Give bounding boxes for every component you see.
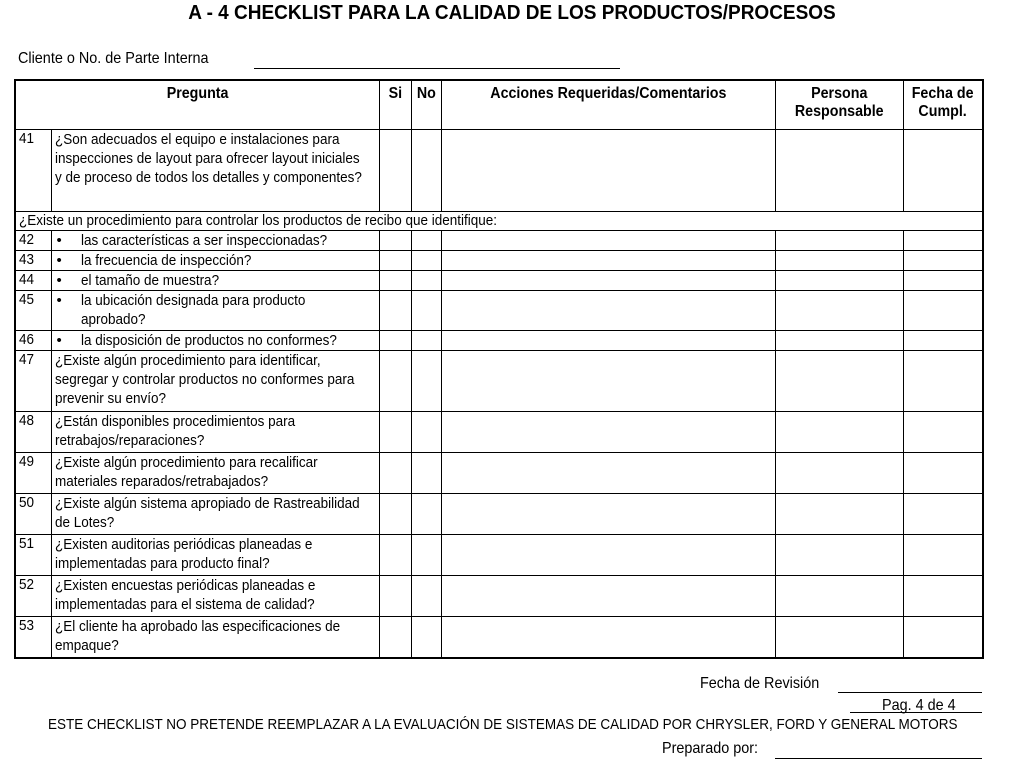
question-group-intro: ¿Existe un procedimiento para controlar los productos de recibo que identifique: <box>15 212 983 231</box>
question-number: 53 <box>15 617 51 658</box>
table-row <box>15 251 983 271</box>
page-number: Pag. 4 de 4 <box>882 697 956 714</box>
comments-cell[interactable] <box>441 453 775 494</box>
due-date-cell[interactable] <box>903 271 983 291</box>
answer-si-cell[interactable] <box>379 576 411 617</box>
table-row <box>15 351 983 412</box>
table-row <box>15 271 983 291</box>
bullet-icon: • <box>56 232 62 249</box>
table-row <box>15 231 983 251</box>
responsible-cell[interactable] <box>775 251 903 271</box>
question-text: • las características a ser inspeccionadas? <box>51 231 379 251</box>
answer-si-cell[interactable] <box>379 617 411 658</box>
responsible-cell[interactable] <box>775 291 903 331</box>
client-field-line[interactable] <box>254 68 620 69</box>
responsible-cell[interactable] <box>775 617 903 658</box>
answer-no-cell[interactable] <box>411 576 441 617</box>
answer-si-cell[interactable] <box>379 251 411 271</box>
prepared-by-label: Preparado por: <box>662 740 759 757</box>
question-text: ¿El cliente ha aprobado las especificaciones de empaque? <box>51 617 379 658</box>
question-text: • el tamaño de muestra? <box>51 271 379 291</box>
table-row <box>15 291 983 331</box>
table-row <box>15 130 983 212</box>
comments-cell[interactable] <box>441 494 775 535</box>
comments-cell[interactable] <box>441 331 775 351</box>
answer-si-cell[interactable] <box>379 453 411 494</box>
table-row <box>15 412 983 453</box>
table-row <box>15 494 983 535</box>
answer-no-cell[interactable] <box>411 231 441 251</box>
header-si: Si <box>379 80 411 130</box>
question-text: ¿Existe algún procedimiento para recalificar materiales reparados/retrabajados? <box>51 453 379 494</box>
answer-no-cell[interactable] <box>411 494 441 535</box>
client-label: Cliente o No. de Parte Interna <box>18 50 209 67</box>
due-date-cell[interactable] <box>903 535 983 576</box>
disclaimer-text: ESTE CHECKLIST NO PRETENDE REEMPLAZAR A LA EVALUACIÓN DE SISTEMAS DE CALIDAD POR CHRYSLER, FORD Y GENERAL MOTORS <box>48 716 958 733</box>
comments-cell[interactable] <box>441 271 775 291</box>
answer-no-cell[interactable] <box>411 251 441 271</box>
responsible-cell[interactable] <box>775 576 903 617</box>
due-date-cell[interactable] <box>903 617 983 658</box>
responsible-cell[interactable] <box>775 494 903 535</box>
comments-cell[interactable] <box>441 576 775 617</box>
answer-no-cell[interactable] <box>411 453 441 494</box>
answer-si-cell[interactable] <box>379 231 411 251</box>
responsible-cell[interactable] <box>775 412 903 453</box>
answer-no-cell[interactable] <box>411 271 441 291</box>
page-number-line <box>850 712 982 713</box>
answer-no-cell[interactable] <box>411 412 441 453</box>
comments-cell[interactable] <box>441 412 775 453</box>
table-row <box>15 212 983 231</box>
answer-no-cell[interactable] <box>411 291 441 331</box>
due-date-cell[interactable] <box>903 231 983 251</box>
question-text: • la disposición de productos no conformes? <box>51 331 379 351</box>
question-number: 48 <box>15 412 51 453</box>
answer-si-cell[interactable] <box>379 494 411 535</box>
due-date-cell[interactable] <box>903 351 983 412</box>
answer-no-cell[interactable] <box>411 617 441 658</box>
question-number: 51 <box>15 535 51 576</box>
answer-si-cell[interactable] <box>379 412 411 453</box>
due-date-cell[interactable] <box>903 291 983 331</box>
answer-si-cell[interactable] <box>379 331 411 351</box>
question-number: 52 <box>15 576 51 617</box>
due-date-cell[interactable] <box>903 412 983 453</box>
header-row <box>15 80 983 130</box>
bullet-icon: • <box>56 332 62 349</box>
checklist-table <box>14 79 984 659</box>
comments-cell[interactable] <box>441 351 775 412</box>
answer-si-cell[interactable] <box>379 351 411 412</box>
answer-no-cell[interactable] <box>411 535 441 576</box>
question-number: 47 <box>15 351 51 412</box>
question-text: ¿Existen encuestas periódicas planeadas e implementadas para el sistema de calidad? <box>51 576 379 617</box>
due-date-cell[interactable] <box>903 251 983 271</box>
question-text: ¿Están disponibles procedimientos para retrabajos/reparaciones? <box>51 412 379 453</box>
question-number: 49 <box>15 453 51 494</box>
question-text: ¿Existen auditorias periódicas planeadas e implementadas para producto final? <box>51 535 379 576</box>
comments-cell[interactable] <box>441 251 775 271</box>
question-number: 45 <box>15 291 51 331</box>
comments-cell[interactable] <box>441 617 775 658</box>
bullet-icon: • <box>56 272 62 289</box>
question-number: 41 <box>15 130 51 212</box>
bullet-icon: • <box>56 292 62 309</box>
question-number: 50 <box>15 494 51 535</box>
question-number: 44 <box>15 271 51 291</box>
answer-si-cell[interactable] <box>379 535 411 576</box>
bullet-icon: • <box>56 252 62 269</box>
due-date-cell[interactable] <box>903 130 983 212</box>
comments-cell[interactable] <box>441 231 775 251</box>
document-title: A - 4 CHECKLIST PARA LA CALIDAD DE LOS PRODUCTOS/PROCESOS <box>188 2 836 24</box>
question-number: 42 <box>15 231 51 251</box>
table-row <box>15 617 983 658</box>
due-date-cell[interactable] <box>903 453 983 494</box>
header-persona: Persona Responsable <box>775 80 903 130</box>
responsible-cell[interactable] <box>775 271 903 291</box>
question-text: ¿Existe algún procedimiento para identificar, segregar y controlar productos no conformes para prevenir su envío? <box>51 351 379 412</box>
question-number: 46 <box>15 331 51 351</box>
responsible-cell[interactable] <box>775 130 903 212</box>
responsible-cell[interactable] <box>775 231 903 251</box>
due-date-cell[interactable] <box>903 331 983 351</box>
responsible-cell[interactable] <box>775 331 903 351</box>
header-pregunta: Pregunta <box>15 80 379 130</box>
comments-cell[interactable] <box>441 130 775 212</box>
header-acciones: Acciones Requeridas/Comentarios <box>441 80 775 130</box>
question-text: ¿Son adecuados el equipo e instalaciones para inspecciones de layout para ofrecer layout iniciales y de proceso de todos los detalles y componentes? <box>51 130 379 212</box>
responsible-cell[interactable] <box>775 453 903 494</box>
table-row <box>15 576 983 617</box>
header-fecha: Fecha de Cumpl. <box>903 80 983 130</box>
question-text: ¿Existe algún sistema apropiado de Rastreabilidad de Lotes? <box>51 494 379 535</box>
table-row <box>15 453 983 494</box>
table-row <box>15 535 983 576</box>
prepared-by-field-line[interactable] <box>775 758 982 759</box>
answer-no-cell[interactable] <box>411 331 441 351</box>
due-date-cell[interactable] <box>903 494 983 535</box>
question-text: • la frecuencia de inspección? <box>51 251 379 271</box>
due-date-cell[interactable] <box>903 576 983 617</box>
answer-no-cell[interactable] <box>411 351 441 412</box>
table-row <box>15 331 983 351</box>
question-text: • la ubicación designada para producto aprobado? <box>51 291 379 331</box>
responsible-cell[interactable] <box>775 535 903 576</box>
answer-si-cell[interactable] <box>379 291 411 331</box>
revision-date-label: Fecha de Revisión <box>700 675 820 692</box>
answer-no-cell[interactable] <box>411 130 441 212</box>
header-no: No <box>411 80 441 130</box>
revision-date-field-line[interactable] <box>838 692 982 693</box>
comments-cell[interactable] <box>441 535 775 576</box>
answer-si-cell[interactable] <box>379 271 411 291</box>
answer-si-cell[interactable] <box>379 130 411 212</box>
question-number: 43 <box>15 251 51 271</box>
comments-cell[interactable] <box>441 291 775 331</box>
responsible-cell[interactable] <box>775 351 903 412</box>
